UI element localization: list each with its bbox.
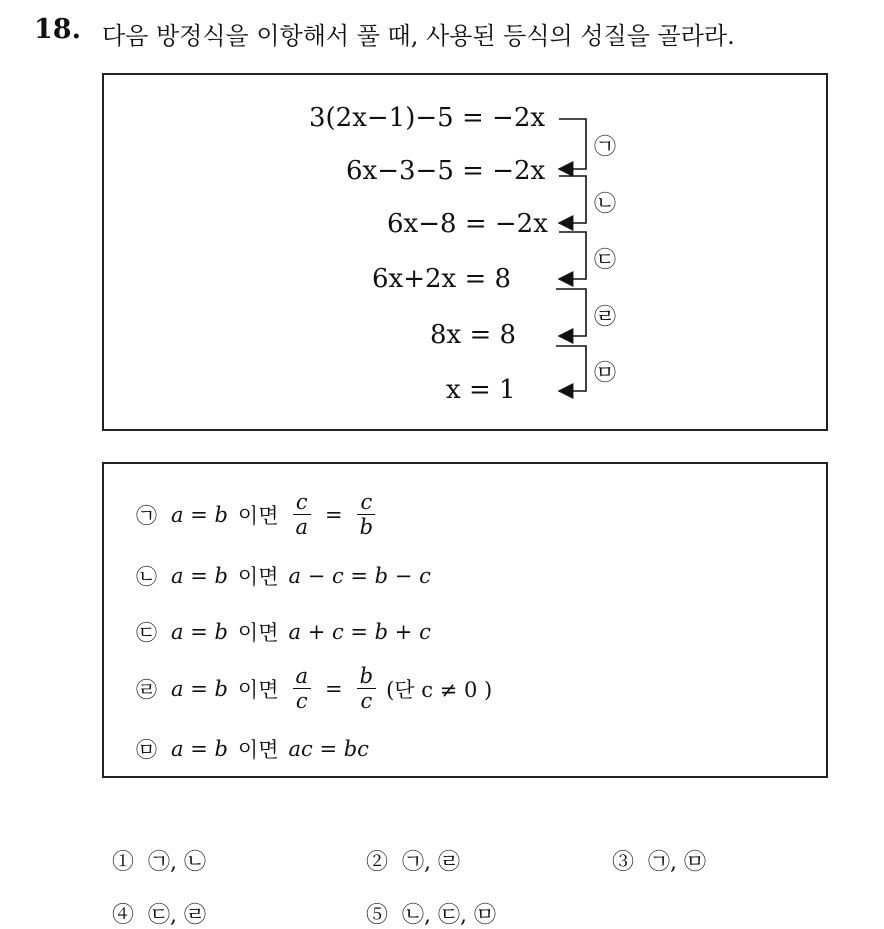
step-marker-5: ㉤ (594, 361, 617, 386)
step-marker-4: ㉣ (594, 305, 617, 330)
step-5: 8x = 8 (430, 320, 517, 350)
choice-2[interactable]: ② ㉠, ㉣ (366, 850, 461, 875)
step-marker-1: ㉠ (594, 135, 617, 160)
question-number: 18. (34, 14, 81, 45)
step-marker-3: ㉢ (594, 248, 617, 273)
choice-5[interactable]: ⑤ ㉡, ㉢, ㉤ (366, 903, 496, 928)
solution-steps-box (102, 73, 828, 431)
question-text: 다음 방정식을 이항해서 풀 때, 사용된 등식의 성질을 골라라. (102, 22, 735, 50)
property-4: ㉣ a = b 이면 $\frac{a}{c}$ = $\frac{b}{c}$ (단 c ≠ 0 ) (136, 664, 493, 713)
choice-4[interactable]: ④ ㉢, ㉣ (112, 903, 207, 928)
properties-box (102, 462, 828, 778)
choice-3[interactable]: ③ ㉠, ㉤ (612, 850, 707, 875)
property-1: ㉠ a = b 이면 $\frac{c}{a}$ = $\frac{c}{b}$ (136, 490, 380, 539)
property-2: ㉡ a = b 이면 a − c = b − c (136, 564, 431, 589)
step-2: 6x−3−5 = −2x (346, 156, 546, 186)
step-arrows (104, 75, 826, 429)
property-3: ㉢ a = b 이면 a + c = b + c (136, 620, 431, 645)
property-5: ㉤ a = b 이면 ac = bc (136, 737, 369, 762)
step-4: 6x+2x = 8 (372, 264, 512, 294)
step-6: x = 1 (446, 375, 516, 405)
step-marker-2: ㉡ (594, 192, 617, 217)
step-3: 6x−8 = −2x (387, 209, 548, 239)
step-1: 3(2x−1)−5 = −2x (309, 103, 546, 133)
choice-1[interactable]: ① ㉠, ㉡ (112, 850, 207, 875)
